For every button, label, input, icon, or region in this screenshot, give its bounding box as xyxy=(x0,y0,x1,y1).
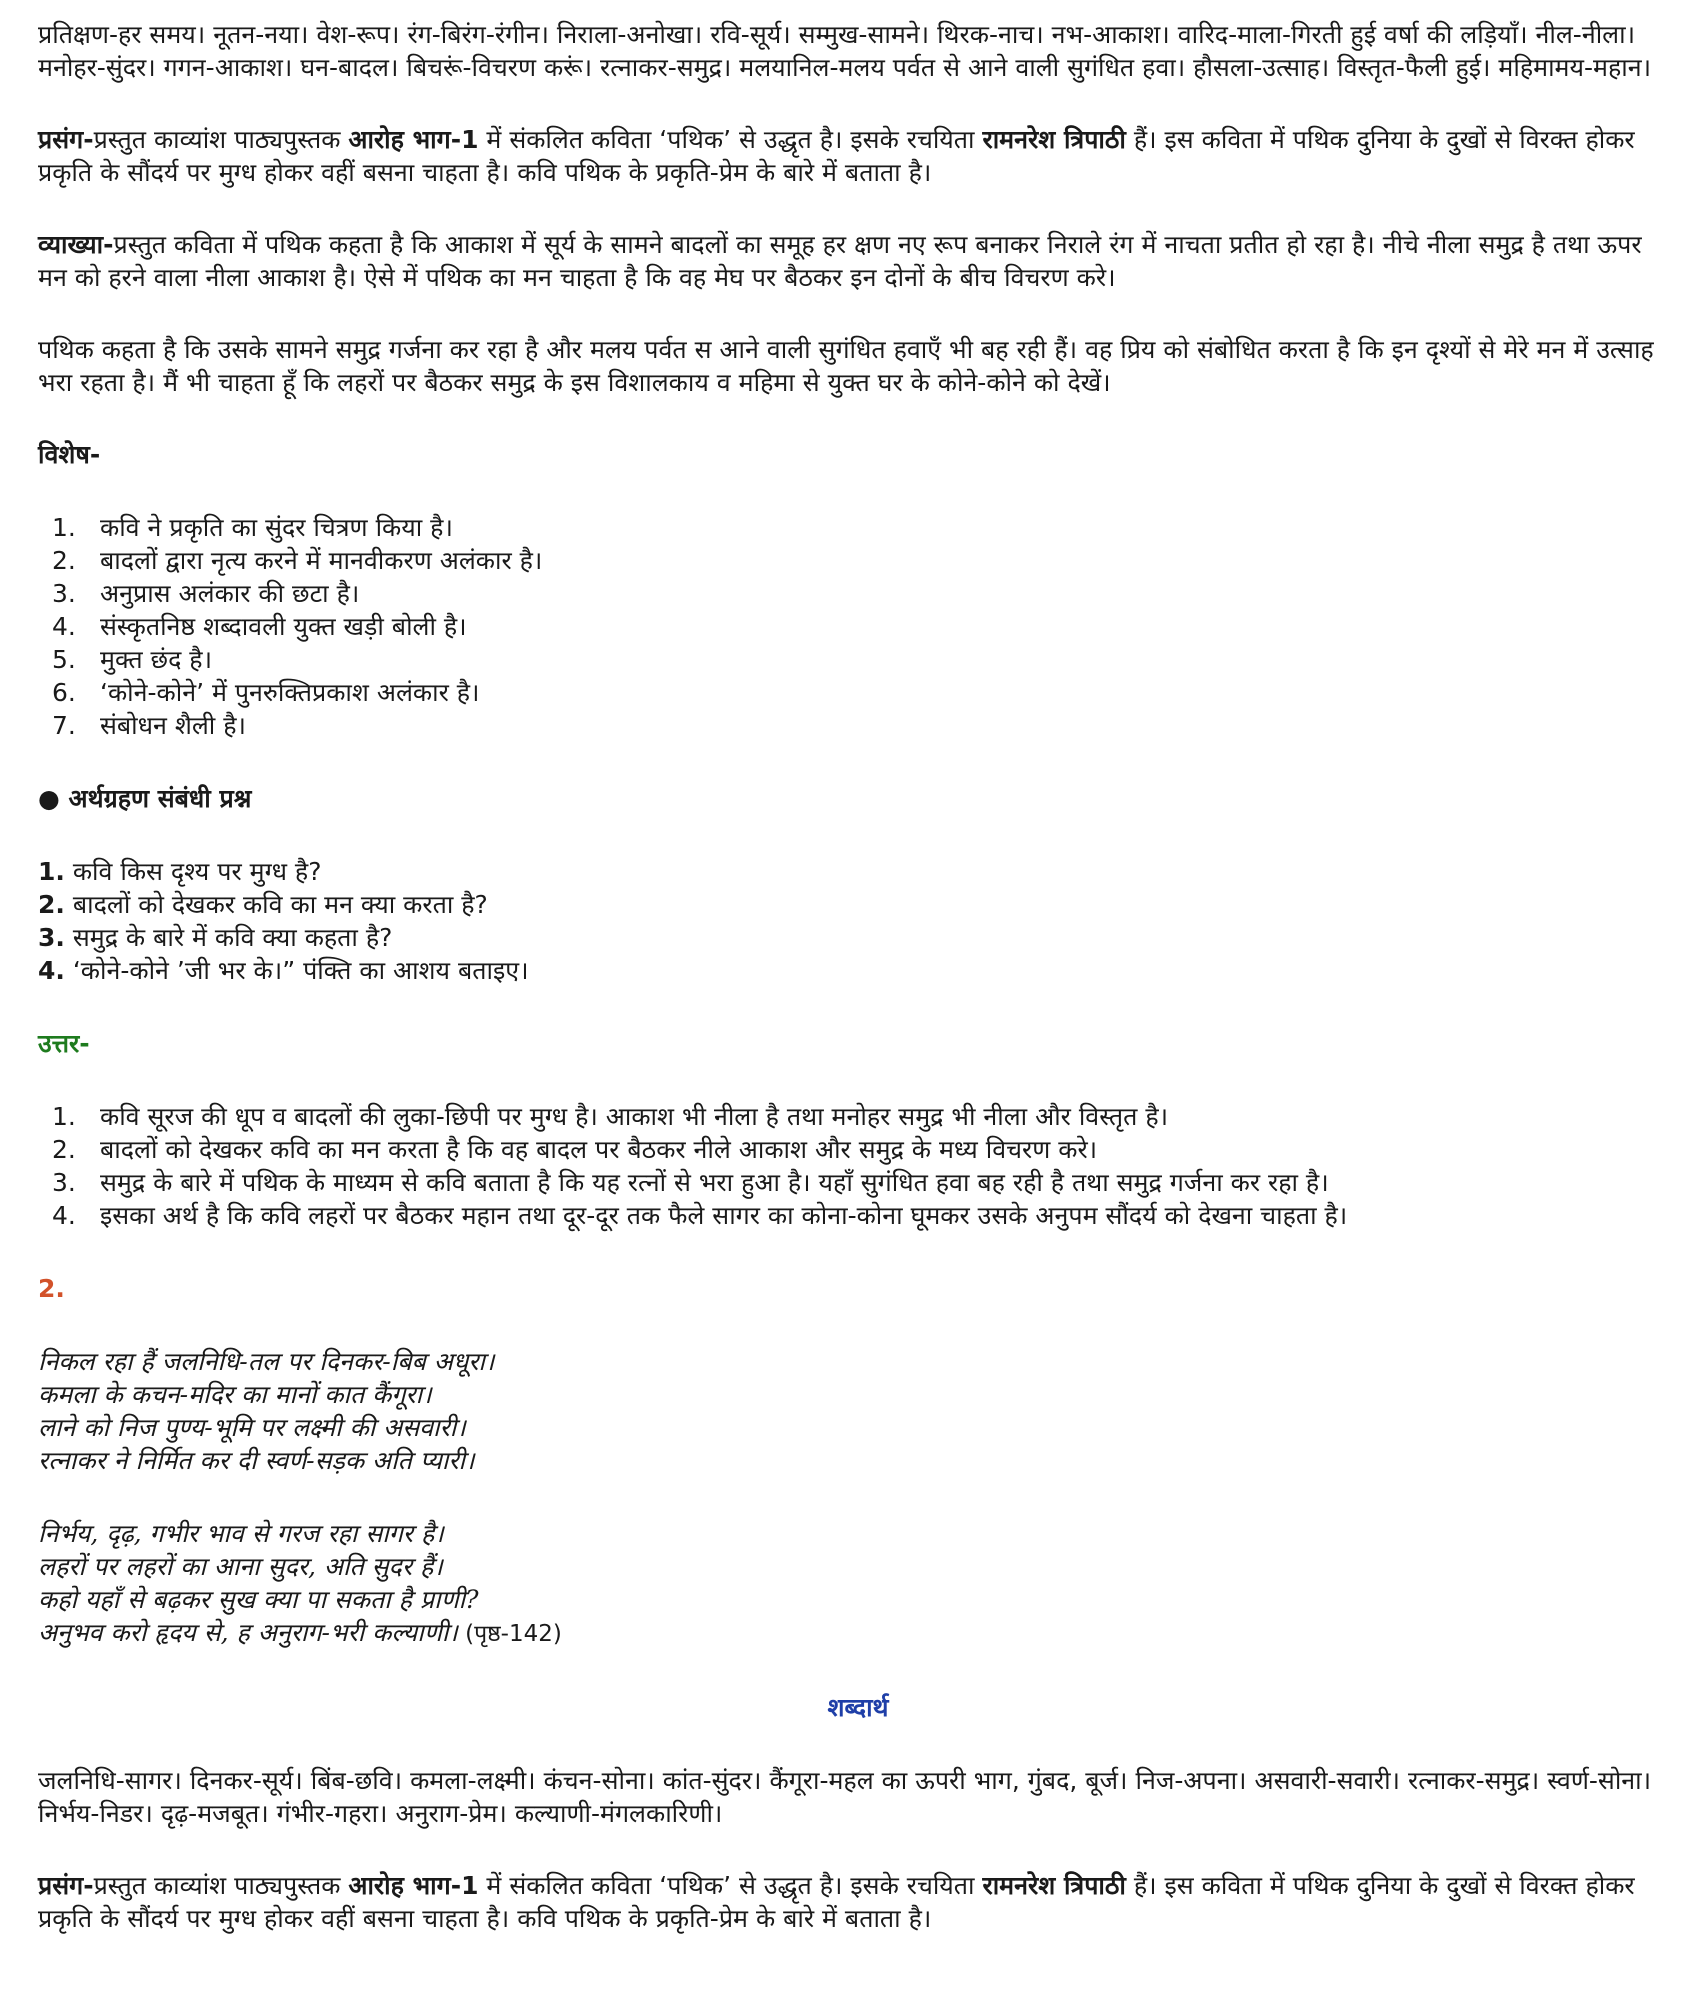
poem-line: लाने को निज पुण्य-भूमि पर लक्ष्मी की असवारी। xyxy=(38,1413,466,1442)
prasang-text-1: प्रस्तुत काव्यांश पाठ्यपुस्तक xyxy=(93,125,349,154)
author-name: रामनरेश त्रिपाठी xyxy=(982,125,1126,154)
list-item: 1. कवि ने प्रकृति का सुंदर चित्रण किया है। xyxy=(52,513,453,542)
list-item: 6. ‘कोने-कोने’ में पुनरुक्तिप्रकाश अलंकार है। xyxy=(52,678,480,707)
poem-line: निकल रहा हैं जलनिधि-तल पर दिनकर-बिब अधूरा। xyxy=(38,1347,495,1376)
vishesh-heading: विशेष- xyxy=(38,440,101,469)
poem-stanza-2 xyxy=(38,1517,1678,1651)
poem-line: कमला के कचन-मदिर का मानों कात कैंगूरा। xyxy=(38,1380,432,1409)
poem-line: रत्नाकर ने निर्मित कर दी स्वर्ण-सड़क अति प्यारी। xyxy=(38,1446,475,1475)
answer-item: 4. इसका अर्थ है कि कवि लहरों पर बैठकर महान तथा दूर-दूर तक फैले सागर का कोना-कोना घूमकर उसके अनुपम सौंदर्य को देखना चाहता है। xyxy=(52,1201,1348,1230)
question-item: 4. ‘कोने-कोने ’जी भर के।” पंक्ति का आशय बताइए। xyxy=(38,956,529,985)
prasang-paragraph-2 xyxy=(38,1869,1678,1935)
list-item: 7. संबोधन शैली है। xyxy=(52,711,246,740)
list-item: 3. अनुप्रास अलंकार की छटा है। xyxy=(52,579,360,608)
answer-item: 1. कवि सूरज की धूप व बादलों की लुका-छिपी पर मुग्ध है। आकाश भी नीला है तथा मनोहर समुद्र भी नीला और विस्तृत है। xyxy=(52,1102,1169,1131)
poem-stanza-1 xyxy=(38,1345,1678,1477)
prasang-text-2: में संकलित कविता ‘पथिक’ से उद्धृत है। इसके रचयिता xyxy=(478,125,983,154)
vishesh-list xyxy=(38,511,1678,742)
prasang-text-3: हैं। इस कविता में पथिक दुनिया के दुखों से विरक्त होकर प्रकृति के सौंदर्य पर मुग्ध होकर वहीं बसना चाहता है। कवि पथिक के प्रकृति-प्रेम के बारे में बताता है। xyxy=(38,1871,1635,1933)
questions-list xyxy=(38,855,1678,987)
poem-line: कहो यहाँ से बढ़कर सुख क्या पा सकता है प्राणी? xyxy=(38,1585,479,1614)
vyakhya-paragraph-2: पथिक कहता है कि उसके सामने समुद्र गर्जना कर रहा है और मलय पर्वत स आने वाली सुगंधित हवाएँ भी बह रही हैं। वह प्रिय को संबोधित करता है कि इन दृश्यों से मेरे मन में उत्साह भरा रहता है। मैं भी चाहता हूँ कि लहरों पर बैठकर समुद्र के इस विशालकाय व महिमा से युक्त घर के कोने-कोने को देखें। xyxy=(38,335,1654,397)
question-item: 1. कवि किस दृश्य पर मुग्ध है? xyxy=(38,857,322,886)
prasang-text-2: में संकलित कविता ‘पथिक’ से उद्धृत है। इसके रचयिता xyxy=(478,1871,983,1900)
book-title: आरोह भाग-1 xyxy=(348,125,479,154)
answers-heading: उत्तर- xyxy=(38,1029,90,1058)
prasang-label: प्रसंग- xyxy=(38,125,94,154)
poem-line: लहरों पर लहरों का आना सुदर, अति सुदर हैं। xyxy=(38,1552,443,1581)
list-item: 4. संस्कृतनिष्ठ शब्दावली युक्त खड़ी बोली है। xyxy=(52,612,467,641)
vyakhya-label: व्याख्या- xyxy=(38,230,114,259)
vyakhya-paragraph xyxy=(38,228,1678,294)
poem-last-line: अनुभव करो हृदय से, ह अनुराग-भरी कल्याणी। xyxy=(38,1618,458,1647)
shabdarth-text: जलनिधि-सागर। दिनकर-सूर्य। बिंब-छवि। कमला-लक्ष्मी। कंचन-सोना। कांत-सुंदर। कैंगूरा-महल का ऊपरी भाग, गुंबद, बूर्ज। निज-अपना। असवारी-सवारी। रत्नाकर-समुद्र। स्वर्ण-सोना। निर्भय-निडर। दृढ़-मजबूत। गंभीर-गहरा। अनुराग-प्रेम। कल्याणी-मंगलकारिणी। xyxy=(38,1766,1652,1828)
shabdarth-heading: शब्दार्थ xyxy=(827,1693,889,1722)
intro-glossary: प्रतिक्षण-हर समय। नूतन-नया। वेश-रूप। रंग-बिरंग-रंगीन। निराला-अनोखा। रवि-सूर्य। सम्मुख-सामने। थिरक-नाच। नभ-आकाश। वारिद-माला-गिरती हुई वर्षा की लड़ियाँ। नील-नीला। मनोहर-सुंदर। गगन-आकाश। घन-बादल। बिचरूं-विचरण करूं। रत्नाकर-समुद्र। मलयानिल-मलय पर्वत से आने वाली सुगंधित हवा। हौसला-उत्साह। विस्तृत-फैली हुई। महिमामय-महान। xyxy=(38,20,1652,82)
prasang-label: प्रसंग- xyxy=(38,1871,94,1900)
question-item: 3. समुद्र के बारे में कवि क्या कहता है? xyxy=(38,923,393,952)
prasang-paragraph-1 xyxy=(38,123,1678,189)
author-name: रामनरेश त्रिपाठी xyxy=(982,1871,1126,1900)
poem-line: निर्भय, दृढ़, गभीर भाव से गरज रहा सागर है। xyxy=(38,1519,444,1548)
book-title: आरोह भाग-1 xyxy=(348,1871,479,1900)
questions-heading: ● अर्थग्रहण संबंधी प्रश्न xyxy=(38,784,252,813)
poem-line xyxy=(38,1616,1678,1651)
prasang-text-3: हैं। इस कविता में पथिक दुनिया के दुखों से विरक्त होकर प्रकृति के सौंदर्य पर मुग्ध होकर वहीं बसना चाहता है। कवि पथिक के प्रकृति-प्रेम के बारे में बताता है। xyxy=(38,125,1635,187)
answer-item: 2. बादलों को देखकर कवि का मन करता है कि वह बादल पर बैठकर नीले आकाश और समुद्र के मध्य विचरण करे। xyxy=(52,1135,1098,1164)
section-number: 2. xyxy=(38,1274,65,1303)
list-item: 2. बादलों द्वारा नृत्य करने में मानवीकरण अलंकार है। xyxy=(52,546,543,575)
question-item: 2. बादलों को देखकर कवि का मन क्या करता है? xyxy=(38,890,488,919)
answer-item: 3. समुद्र के बारे में पथिक के माध्यम से कवि बताता है कि यह रत्नों से भरा हुआ है। यहाँ सुगंधित हवा बह रही है तथा समुद्र गर्जना कर रहा है। xyxy=(52,1168,1329,1197)
page-reference: (पृष्ठ-142) xyxy=(457,1621,562,1647)
vyakhya-text: प्रस्तुत कविता में पथिक कहता है कि आकाश में सूर्य के सामने बादलों का समूह हर क्षण नए रूप बनाकर निराले रंग में नाचता प्रतीत हो रहा है। नीचे नीला समुद्र है तथा ऊपर मन को हरने वाला नीला आकाश है। ऐसे में पथिक का मन चाहता है कि वह मेघ पर बैठकर इन दोनों के बीच विचरण करे। xyxy=(38,230,1642,292)
prasang-text-1: प्रस्तुत काव्यांश पाठ्यपुस्तक xyxy=(93,1871,349,1900)
answers-list xyxy=(38,1100,1678,1232)
list-item: 5. मुक्त छंद है। xyxy=(52,645,213,674)
